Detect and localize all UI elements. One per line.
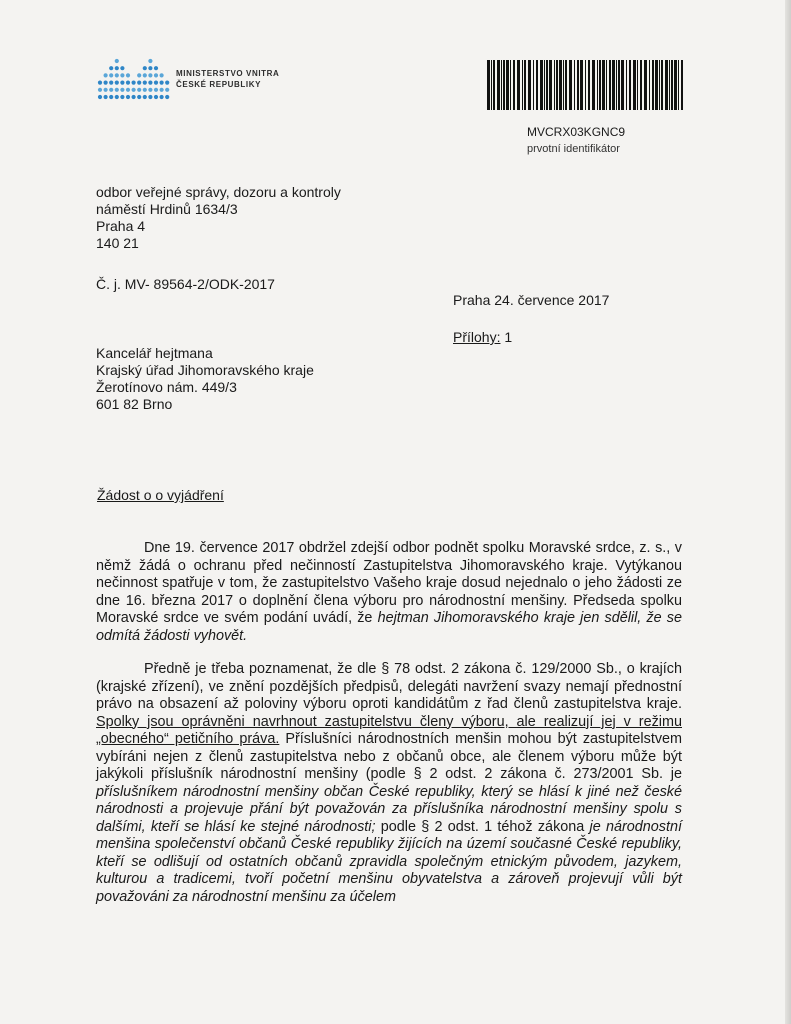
attachments-count: 1 <box>504 329 513 345</box>
paragraph-text: podle § 2 odst. 1 téhož zákona <box>375 818 590 835</box>
letter-date: Praha 24. července 2017 <box>453 292 610 308</box>
letter-subject: Žádost o o vyjádření <box>97 487 224 503</box>
body-paragraph-2 <box>96 661 682 906</box>
barcode-label: prvotní identifikátor <box>527 143 620 155</box>
reference-number: Č. j. MV- 89564-2/ODK-2017 <box>96 276 275 292</box>
sender-line: Praha 4 <box>96 218 146 234</box>
sender-line: odbor veřejné správy, dozoru a kontroly <box>96 184 341 200</box>
sender-address <box>96 184 341 252</box>
recipient-line: 601 82 Brno <box>96 396 173 412</box>
barcode-code: MVCRX03KGNC9 <box>527 125 626 139</box>
ministry-name <box>176 68 279 90</box>
paragraph-text: Příslušníci národnostních menšin mohou být zastupitelstvem vybíráni nejen z členů zastupitelstva nebo z občanů obce, ale členem výboru může být jakýkoli příslušník národnostní menšiny (podle § 2 odst. 2 zákona č. 273/2001 Sb. je <box>96 731 682 782</box>
recipient-address <box>96 345 314 413</box>
body-paragraph-1 <box>96 540 682 645</box>
recipient-line: Žerotínovo nám. 449/3 <box>96 379 237 395</box>
ministry-name-line2: ČESKÉ REPUBLIKY <box>176 80 262 89</box>
page-edge-shadow <box>785 0 791 1024</box>
sender-line: náměstí Hrdinů 1634/3 <box>96 201 238 217</box>
recipient-line: Kancelář hejtmana <box>96 345 213 361</box>
attachments-label: Přílohy: <box>453 329 501 345</box>
paragraph-quote: je národnostní menšina společenství občanů České republiky žijících na území současné České republiky, kteří se odlišují od ostatních občanů zpravidla společným etnickým původem, jazykem, kulturou a tradicemi, tvoří početní menšinu obyvatelstva a zároveň projevují vůli být považováni za národnostní menšinu za účelem <box>96 818 682 905</box>
sender-line: 140 21 <box>96 235 139 251</box>
paragraph-underlined: Spolky jsou oprávněni navrhnout zastupitelstvu členy výboru, ale realizují jej v režimu „obecného“ petičního práva. <box>96 713 682 747</box>
attachments <box>453 329 512 346</box>
paragraph-text: Dne 19. července 2017 obdržel zdejší odbor podnět spolku Moravské srdce, z. s., v němž žádá o ochranu před nečinností Zastupitelstva Jihomoravského kraje. Vytýkanou nečinnost spatřuje v tom, že zastupitelstvo Vašeho kraje dosud nejednalo o jeho žádosti ze dne 16. března 2017 o doplnění člena výboru pro národnostní menšiny. Předseda spolku Moravské srdce ve svém podání uvádí, že <box>96 540 682 626</box>
paragraph-quote: příslušníkem národnostní menšiny občan České republiky, který se hlásí k jiné než české národnosti a projevuje přání být považován za příslušníka národnostní menšiny spolu s dalšími, kteří se hlásí ke stejné národnosti; <box>96 783 682 835</box>
barcode-icon <box>483 58 688 120</box>
ministry-name-line1: MINISTERSTVO VNITRA <box>176 69 280 78</box>
recipient-line: Krajský úřad Jihomoravského kraje <box>96 362 314 378</box>
ministry-logo-icon <box>96 47 176 102</box>
paragraph-quote: hejtman Jihomoravského kraje jen sdělil, že se odmítá žádosti vyhovět. <box>96 610 682 644</box>
paragraph-text: Předně je třeba poznamenat, že dle § 78 odst. 2 zákona č. 129/2000 Sb., o krajích (krajské zřízení), ve znění pozdějších předpisů, delegáti navržení svazy nemají přednostní právo na obsazení až poloviny výboru oproti kandidátům z řad členů zastupitelstva kraje. <box>96 661 682 712</box>
